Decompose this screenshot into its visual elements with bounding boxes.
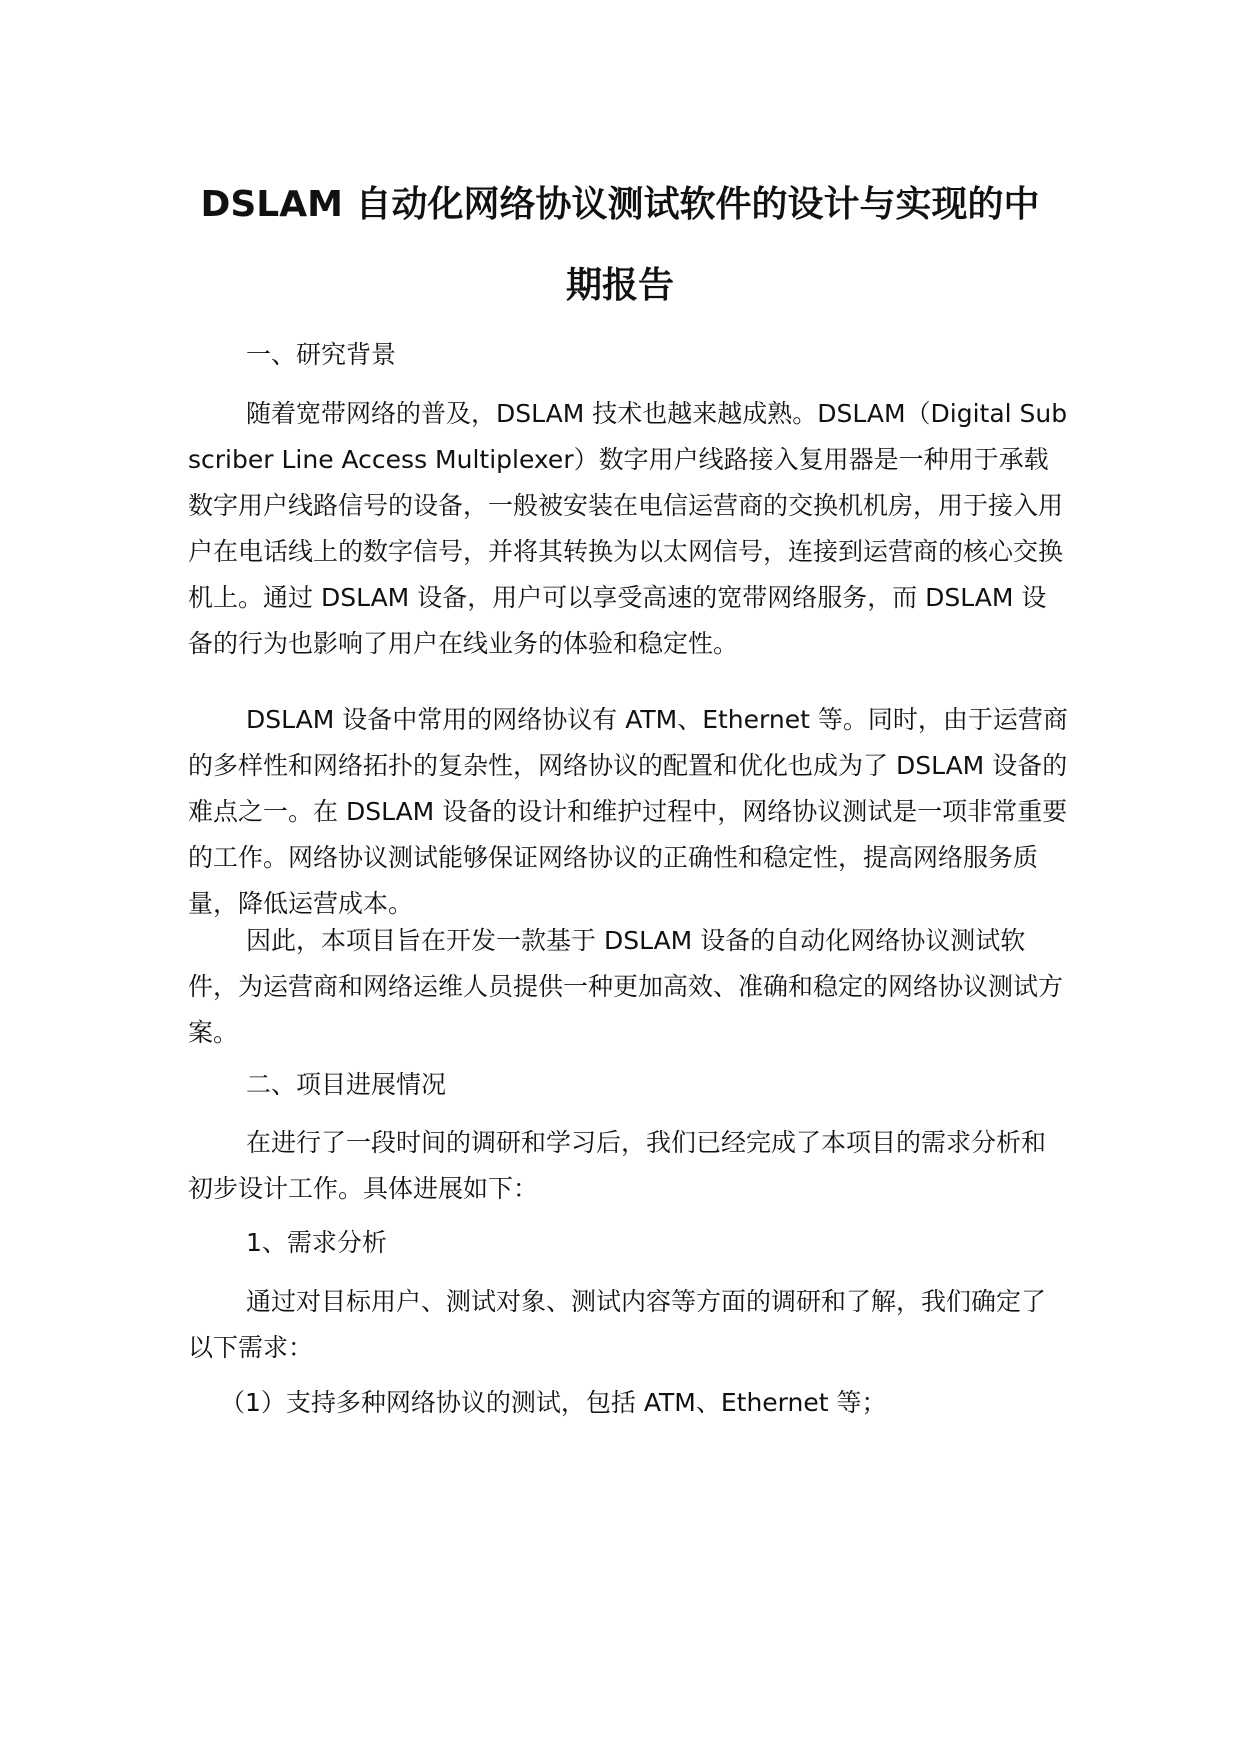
paragraph-network-protocols: DSLAM 设备中常用的网络协议有 ATM、Ethernet 等。同时，由于运营商的多样性和网络拓扑的复杂性，网络协议的配置和优化也成为了 DSLAM 设备的难点之一。在 DSLAM 设备的设计和维护过程中，网络协议测试是一项非常重要的工作。网络协议测试能够保证网络协议的正确性和稳定性，提高网络服务质量，降低运营成本。 (188, 705, 1068, 918)
list-item-requirement-1: （1）支持多种网络协议的测试，包括 ATM、Ethernet 等； (220, 1388, 887, 1417)
document-title-line-2: 期报告 (565, 265, 674, 306)
paragraph-dslam-intro: 随着宽带网络的普及，DSLAM 技术也越来越成熟。DSLAM（Digital Subscriber Line Access Multiplexer）数字用户线路接入复用器是一种用于承载数字用户线路信号的设备，一般被安装在电信运营商的交换机机房，用于接入用户在电话线上的数字信号，并将其转换为以太网信号，连接到运营商的核心交换机上。通过 DSLAM 设备，用户可以享受高速的宽带网络服务，而 DSLAM 设备的行为也影响了用户在线业务的体验和稳定性。 (188, 399, 1068, 658)
section-heading-research-background: 一、研究背景 (246, 340, 397, 369)
paragraph-progress-intro: 在进行了一段时间的调研和学习后，我们已经完成了本项目的需求分析和初步设计工作。具体进展如下： (188, 1128, 1047, 1203)
paragraph-requirements-intro: 通过对目标用户、测试对象、测试内容等方面的调研和了解，我们确定了以下需求： (188, 1287, 1047, 1362)
document-title-line-1: DSLAM 自动化网络协议测试软件的设计与实现的中 (200, 184, 1040, 225)
section-heading-project-progress: 二、项目进展情况 (246, 1070, 447, 1099)
subsection-heading-requirements-analysis: 1、需求分析 (246, 1228, 387, 1257)
paragraph-project-goal: 因此，本项目旨在开发一款基于 DSLAM 设备的自动化网络协议测试软件，为运营商和网络运维人员提供一种更加高效、准确和稳定的网络协议测试方案。 (188, 926, 1064, 1047)
